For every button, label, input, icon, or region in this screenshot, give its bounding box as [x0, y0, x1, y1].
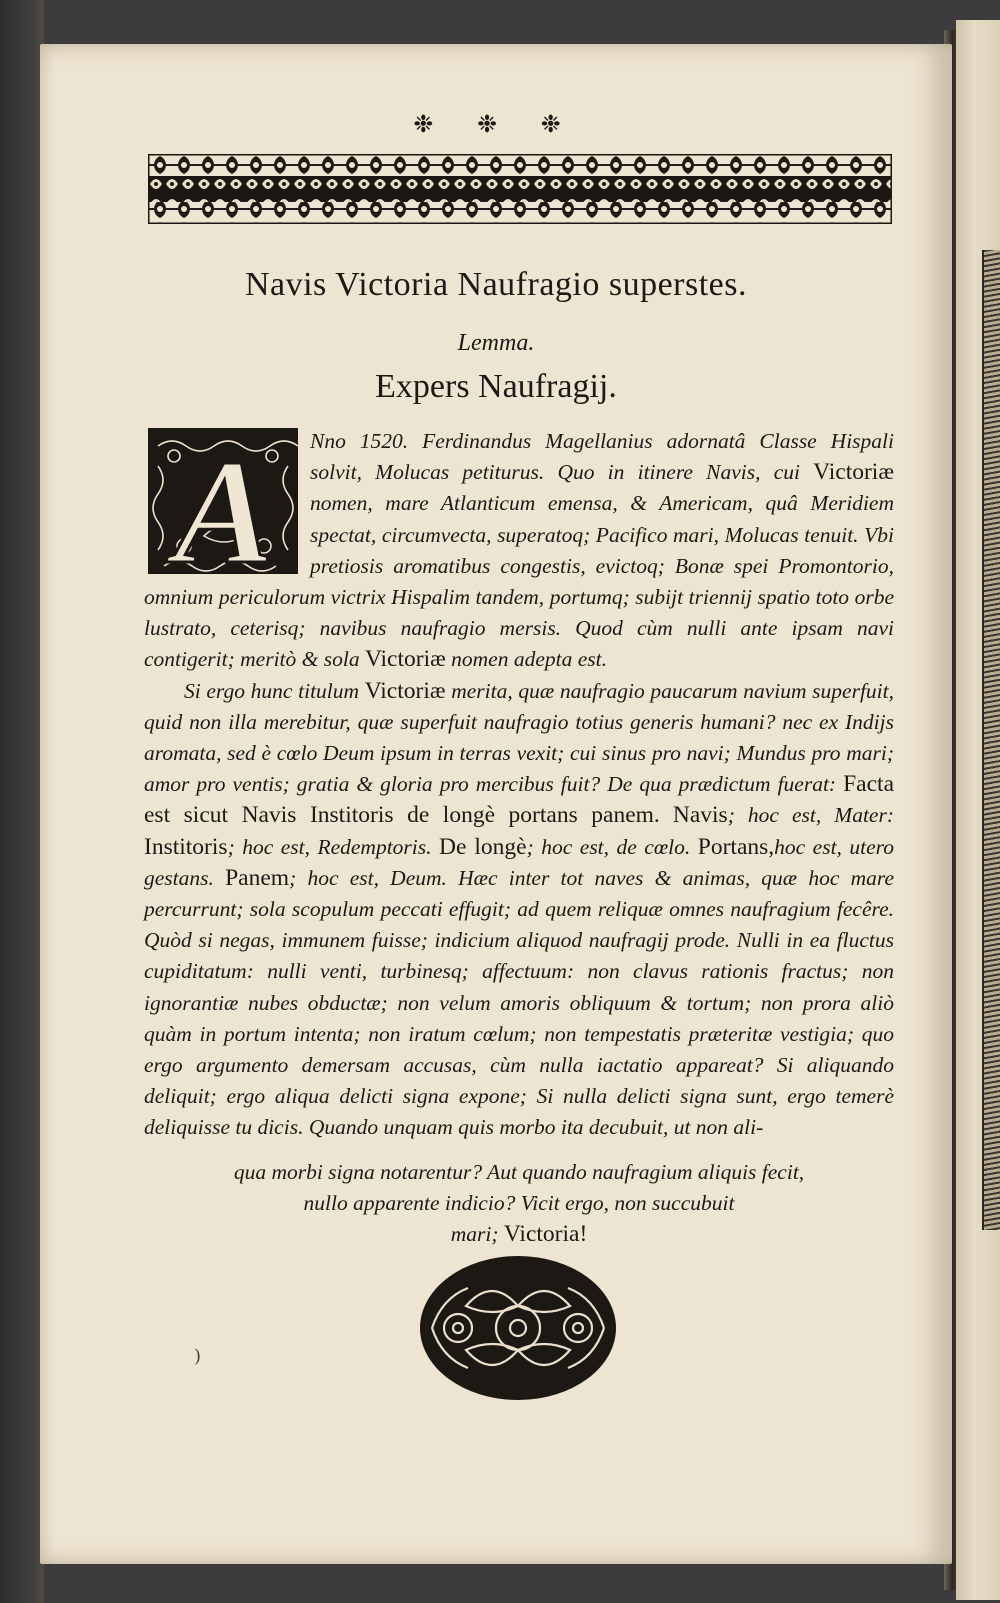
- gloss-redemptoris: ; hoc est, Redemptoris.: [227, 834, 440, 859]
- initial-letter: A: [173, 429, 275, 578]
- headpiece-ornament-band: [148, 154, 892, 224]
- book-page: [40, 44, 952, 1564]
- closing-lines: [144, 1157, 894, 1250]
- institoris-word: Institoris: [144, 833, 228, 860]
- panem-word: Panem: [225, 864, 290, 891]
- gloss-utero: hoc est, utero gestans.: [144, 834, 894, 890]
- closing-victoria: Victoria!: [503, 1221, 588, 1247]
- closing-line-3: [144, 1219, 894, 1250]
- de-longe-word: De longè: [439, 833, 527, 860]
- victoriae-word: Victoriæ: [813, 459, 894, 486]
- victoriae-word: Victoriæ: [364, 646, 446, 673]
- facing-page: [956, 20, 1000, 1600]
- gloss-mater: ; hoc est, Mater:: [727, 803, 894, 828]
- closing-mari: mari;: [450, 1222, 504, 1246]
- facing-engraving-image: [982, 250, 1000, 1230]
- margin-mark: ): [194, 1346, 202, 1367]
- tailpiece-ornament: [418, 1254, 618, 1402]
- book-left-edge: [0, 0, 44, 1603]
- main-text: [144, 426, 894, 1144]
- paragraph-2-text: Si ergo hunc titulum: [184, 678, 365, 703]
- victoriae-word: Victoriæ: [364, 677, 446, 704]
- paragraph-1-text: Nno 1520. Ferdinandus Magellanius adornatâ Classe Hispali solvit, Molucas petiturus. Quo in itinere Navis, cui: [310, 429, 894, 485]
- lemma-label: Lemma.: [457, 330, 535, 356]
- decorated-initial-A: [144, 426, 304, 578]
- paragraph-1-text-cont: nomen, mare Atlanticum emensa, & Americam, quâ Meridiem spectat, circumvecta, superatoq; Pacifico mari, Molucas tenuit. Vbi pretiosis aromatibus congestis, evictoq; Bonæ spei Promontorio, omnium periculorum victrix Hispalim tandem, portumq; subijt triennij spatio toto orbe lustrato, ceterisq; navibus naufragio mersis. Quod cùm nulli ante ipsam navi contigerit; meritò & sola: [144, 491, 894, 672]
- space: [660, 803, 673, 827]
- closing-line-1: qua morbi signa notarentur? Aut quando naufragium aliquis fecit,: [233, 1160, 805, 1184]
- portans-word: Portans,: [697, 833, 775, 860]
- closing-line-2: nullo apparente indicio? Vicit ergo, non succubuit: [303, 1191, 735, 1215]
- scripture-quote: Facta est sicut Navis Institoris de longè portans panem.: [144, 771, 894, 829]
- asterism-ornament: ❉ ❉ ❉: [413, 110, 579, 138]
- gloss-de-caelo: ; hoc est, de cœlo.: [526, 834, 698, 859]
- paragraph-2-text-cont: merita, quæ naufragio paucarum navium superfuit, quid non illa merebitur, quæ superfuit naufragio totius generis humani? nec ex Indijs aromata, sed è cœlo Deum ipsum in terras vexit; cui sinus pro navi; Mundus pro mari; amor pro ventis; gratia & gloria pro mercibus fuit? De qua prædictum fuerat:: [144, 678, 894, 797]
- paragraph-2-end: ; hoc est, Deum. Hæc inter tot naves & animas, quæ hoc mare percurrunt; sola scopulum peccati effugit; ad quem reliquæ omnes naufragium fecêre. Quòd si negas, immunem fuisse; indicium aliquod naufragij prode. Nulli in ea fluctus cupiditatum: nulli venti, turbinesq; affectuum: non clavus rationis fractus; non ignorantiæ nubes obductæ; non velum amoris obliquum & tortum; non prora aliò quàm in portum intenta; non iratum cœlum; non tempestatis præteritæ vestigia; quo ergo argumento demersam accusas, cùm nulla iactatio appareat? Si aliquando deliquit; ergo aliqua delicti signa expone; Si nulla delicti signa sunt, ergo temerè deliquisse tu dicis. Quando unquam quis morbo ita decubuit, ut non ali-: [144, 865, 894, 1140]
- motto-heading: Expers Naufragij.: [375, 368, 617, 405]
- chapter-title: Navis Victoria Naufragio superstes.: [244, 266, 748, 303]
- navis-word: Navis: [672, 802, 728, 829]
- paragraph-1-end: nomen adepta est.: [445, 647, 607, 672]
